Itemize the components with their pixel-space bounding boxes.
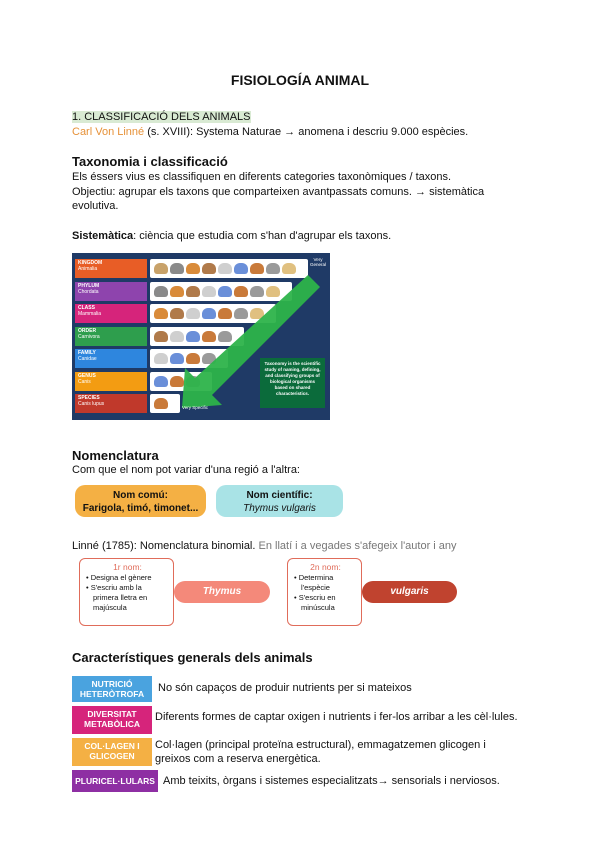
- characteristics-heading: Característiques generals dels animals: [72, 650, 313, 665]
- taxonomy-level-label: PHYLUM Chordata: [75, 282, 147, 301]
- section-heading-classification: [72, 110, 251, 124]
- scientific-name-pill: [216, 485, 343, 517]
- common-name-label: Nom comú:: [113, 490, 168, 501]
- scientific-name-value: Thymus vulgaris: [243, 503, 316, 514]
- first-name-pill: Thymus: [174, 581, 270, 603]
- text-colagen: Col·lagen (principal proteïna estructural), emmagatzemen glicogen i greixos com a reserva energètica.: [155, 739, 486, 765]
- binomial-main: Linné (1785): Nomenclatura binomial.: [72, 540, 256, 552]
- text-diversitat: Diferents formes de captar oxigen i nutrients i fer-los arribar a les cèl·lules.: [155, 711, 518, 723]
- taxonomy-figure: [72, 253, 330, 420]
- sistematica-line: [72, 229, 391, 243]
- second-name-box: [287, 558, 362, 626]
- taxonomy-level-label: ORDER Carnivora: [75, 327, 147, 346]
- tag-pluricellulars: PLURICEL·LULARS: [72, 770, 158, 792]
- text-nutricio: No són capaços de produir nutrients per si mateixos: [158, 682, 412, 694]
- linne-rest: (s. XVIII): Systema Naturae → anomena i descriu 9.000 espècies.: [144, 126, 469, 138]
- linne-line: [72, 125, 468, 139]
- taxonomy-level-label: SPECIES Canis lupus: [75, 394, 147, 413]
- first-name-item: • S'escriu amb la primera lletra en majúscula: [86, 583, 148, 612]
- tag-diversitat: DIVERSITAT METABÒLICA: [72, 706, 152, 734]
- second-name-item: • S'escriu en minúscula: [294, 593, 336, 612]
- scientific-name-label: Nom científic:: [246, 490, 313, 501]
- general-label: Very General: [309, 257, 326, 267]
- sistematica-def: : ciència que estudia com s'han d'agrupar els taxons.: [133, 230, 392, 242]
- binomial-line: [72, 539, 457, 553]
- common-name-pill: [75, 485, 206, 517]
- taxonomy-line-1: Els éssers vius es classifiquen en diferents categories taxonòmiques / taxons.: [72, 171, 452, 183]
- specific-label: Very Specific: [182, 405, 209, 410]
- taxonomy-definition-box: Taxonomy is the scientific study of naming, defining, and classifying groups of biological organisms based on shared characteristics.: [260, 358, 325, 408]
- page-title: FISIOLOGÍA ANIMAL: [230, 72, 370, 88]
- tag-nutricio: NUTRICIÓ HETERÒTROFA: [72, 676, 152, 702]
- first-name-box: [79, 558, 174, 626]
- taxonomy-level-label: CLASS Mammalia: [75, 304, 147, 323]
- first-name-item: • Designa el gènere: [86, 573, 152, 582]
- second-name-heading: 2n nom:: [310, 562, 341, 572]
- text-pluricellulars: Amb teixits, òrgans i sistemes especialitzats→ sensorials i nerviosos.: [163, 775, 500, 787]
- second-name-pill: vulgaris: [362, 581, 457, 603]
- common-name-value: Farigola, timó, timonet...: [82, 503, 199, 514]
- taxonomy-level-label: KINGDOM Animalia: [75, 259, 147, 278]
- sistematica-term: Sistemàtica: [72, 230, 134, 242]
- nomenclature-heading: Nomenclatura: [72, 448, 159, 463]
- taxonomy-heading: Taxonomia i classificació: [72, 154, 228, 169]
- tag-colagen: COL·LAGEN I GLICOGEN: [72, 738, 152, 766]
- taxonomy-level-label: FAMILY Canidae: [75, 349, 147, 368]
- nomenclature-intro: Com que el nom pot variar d'una regió a l'altra:: [72, 464, 300, 476]
- taxonomy-level-label: GENUS Canis: [75, 372, 147, 391]
- binomial-note: En llatí i a vegades s'afegeix l'autor i any: [255, 540, 457, 552]
- first-name-heading: 1r nom:: [113, 562, 142, 572]
- taxonomy-line-2: Objectiu: agrupar els taxons que comparteixen avantpassats comuns. → sistemàtica evolutiva.: [72, 186, 485, 212]
- second-name-item: • Determina l'espècie: [294, 573, 334, 592]
- author-name: Carl Von Linné: [72, 126, 145, 138]
- section-heading-text: 1. CLASSIFICACIÓ DELS ANIMALS: [72, 111, 251, 123]
